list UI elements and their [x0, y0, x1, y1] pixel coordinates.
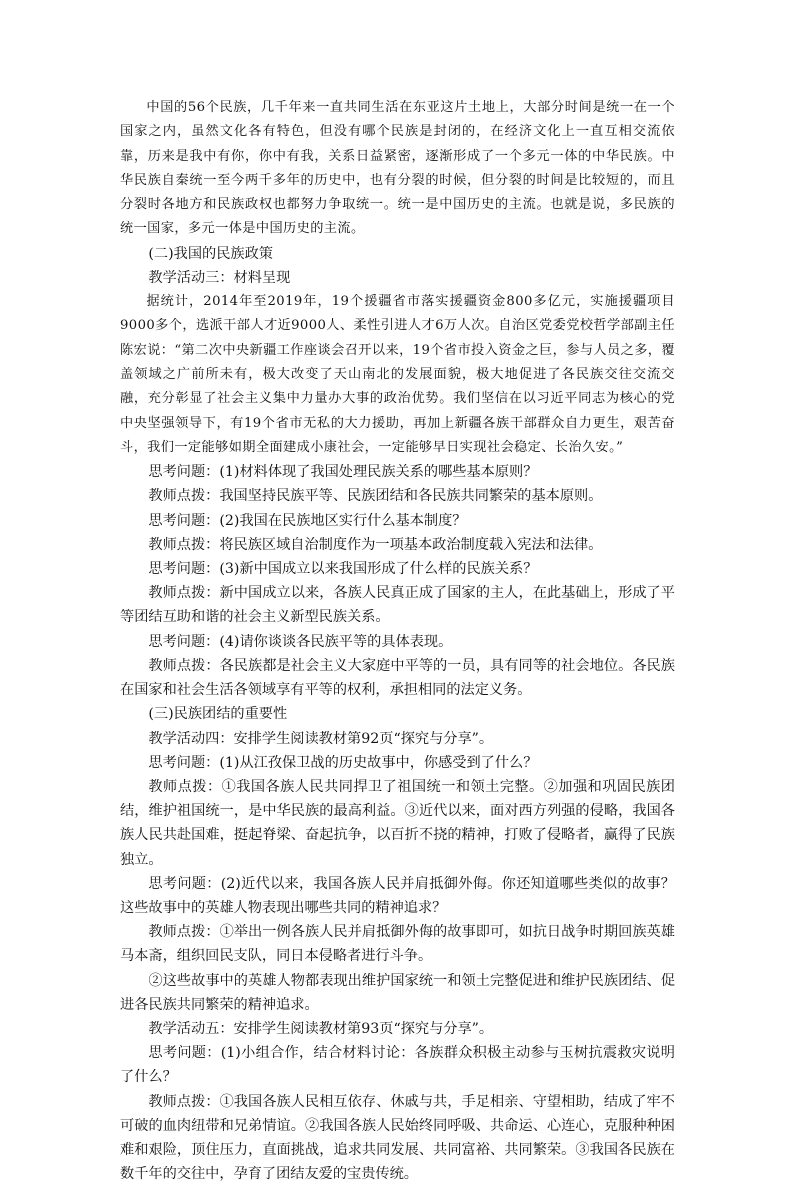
answer-label: 教师点拨： [148, 778, 222, 795]
answer-stories [120, 920, 675, 968]
answer-text: 新中国成立以来，各族人民真正成了国家的主人，在此基础上，形成了平等团结互助和谐的社会主义新型民族关系。 [120, 585, 675, 626]
question-text: (4)请你谈谈各民族平等的具体表现。 [219, 633, 453, 650]
question-jiangzi [120, 751, 675, 775]
answer-1 [120, 484, 675, 508]
answer-3 [120, 581, 675, 629]
answer-yushu [120, 1090, 675, 1186]
section-heading-policy: (二)我国的民族政策 [148, 245, 273, 262]
answer-text: ①我国各族人民共同捍卫了祖国统一和领土完整。②加强和巩固民族团结，维护祖国统一，是中华民族的最高利益。③近代以来，面对西方列强的侵略，我国各族人民共赴国难，挺起脊梁、奋起抗争，以百折不挠的精神，打败了侵略者，赢得了民族独立。 [120, 778, 675, 868]
activity-label: 教学活动五： [148, 1020, 234, 1037]
answer-text: 将民族区域自治制度作为一项基本政治制度载入宪法和法律。 [219, 536, 603, 553]
question-text: (2)我国在民族地区实行什么基本制度？ [219, 512, 467, 529]
answer-4 [120, 654, 675, 702]
answer-text: 各民族都是社会主义大家庭中平等的一员，具有同等的社会地位。各民族在国家和社会生活各领域享有平等的权利，承担相同的法定义务。 [120, 657, 675, 699]
answer-label: 教师点拨： [148, 488, 220, 505]
answer-label: 教师点拨： [148, 924, 220, 941]
answer-2 [120, 533, 675, 557]
question-text: (1)小组合作，结合材料讨论：各族群众积极主动参与玉树抗震救灾说明了什么？ [120, 1045, 675, 1086]
answer-label: 教师点拨： [148, 1093, 220, 1110]
answer-label: 教师点拨： [148, 536, 220, 553]
question-text: (1)从江孜保卫战的历史故事中，你感受到了什么？ [219, 754, 538, 771]
question-label: 思考问题： [148, 1045, 221, 1062]
section-heading-unity: (三)民族团结的重要性 [148, 706, 288, 723]
question-1 [120, 460, 675, 484]
answer-text: 我国坚持民族平等、民族团结和各民族共同繁荣的基本原则。 [219, 488, 603, 505]
answer-text: ①举出一例各族人民并肩抵御外侮的故事即可，如抗日战争时期回族英雄马本斋，组织回民支队，同日本侵略者进行斗争。 [120, 924, 675, 965]
question-label: 思考问题： [148, 875, 221, 892]
question-label: 思考问题： [148, 754, 220, 771]
activity-five [120, 1017, 675, 1041]
question-3 [120, 557, 675, 581]
answer-label: 教师点拨： [148, 585, 220, 602]
answer-stories-continued: ②这些故事中的英雄人物都表现出维护国家统一和领土完整促进和维护民族团结、促进各民族共同繁荣的精神追求。 [120, 972, 675, 1013]
document-page [120, 96, 675, 1186]
question-label: 思考问题： [148, 512, 220, 529]
material-paragraph: 据统计，2014年至2019年，19个援疆省市落实援疆资金800多亿元，实施援疆项目9000多个，选派干部人才近9000人、柔性引进人才6万人次。自治区党委党校哲学部副主任陈宏说：“第二次中央新疆工作座谈会召开以来，19个省市投入资金之巨，参与人员之多，覆盖领域之广前所未有，极大改变了天山南北的发展面貌，极大地促进了各民族交往交流交融，充分彰显了社会主义集中力量办大事的政治优势。我们坚信在以习近平同志为核心的党中央坚强领导下，有19个省市无私的大力援助，再加上新疆各族干部群众自力更生，艰苦奋斗，我们一定能够如期全面建成小康社会，一定能够早日实现社会稳定、长治久安。” [120, 294, 675, 455]
activity-label: 教学活动四： [148, 730, 234, 747]
question-label: 思考问题： [148, 633, 220, 650]
intro-paragraph: 中国的56个民族，几千年来一直共同生活在东亚这片土地上，大部分时间是统一在一个国家之内，虽然文化各有特色，但没有哪个民族是封闭的，在经济文化上一直互相交流依靠，历来是我中有你，你中有我，关系日益紧密，逐渐形成了一个多元一体的中华民族。中华民族自秦统一至今两千多年的历史中，也有分裂的时候，但分裂的时间是比较短的，而且分裂时各地方和民族政权也都努力争取统一。统一是中国历史的主流。也就是说，多民族的统一国家，多元一体是中国历史的主流。 [120, 100, 675, 237]
answer-jiangzi [120, 775, 675, 872]
question-2 [120, 509, 675, 533]
answer-label: 教师点拨： [148, 657, 220, 674]
question-stories [120, 872, 675, 920]
question-yushu [120, 1041, 675, 1089]
question-text: (2)近代以来，我国各族人民并肩抵御外侮。你还知道哪些类似的故事？这些故事中的英雄人物表现出哪些共同的精神追求？ [120, 875, 675, 916]
question-text: (1)材料体现了我国处理民族关系的哪些基本原则？ [219, 464, 538, 481]
activity-four [120, 727, 675, 751]
question-label: 思考问题： [148, 561, 220, 578]
question-label: 思考问题： [148, 464, 220, 481]
answer-text: ①我国各族人民相互依存、休戚与共，手足相亲、守望相助，结成了牢不可破的血肉纽带和兄弟情谊。②我国各族人民始终同呼吸、共命运、心连心，克服种种困难和艰险，顶住压力，直面挑战，追求共同发展、共同富裕、共同繁荣。③我国各民族在数千年的交往中，孕育了团结友爱的宝贵传统。 [120, 1093, 675, 1183]
activity-text: 安排学生阅读教材第92页“探究与分享”。 [233, 730, 494, 747]
question-text: (3)新中国成立以来我国形成了什么样的民族关系？ [219, 561, 538, 578]
activity-text: 安排学生阅读教材第93页“探究与分享”。 [233, 1020, 494, 1037]
activity-three-heading: 教学活动三：材料呈现 [148, 269, 291, 286]
question-4 [120, 630, 675, 654]
